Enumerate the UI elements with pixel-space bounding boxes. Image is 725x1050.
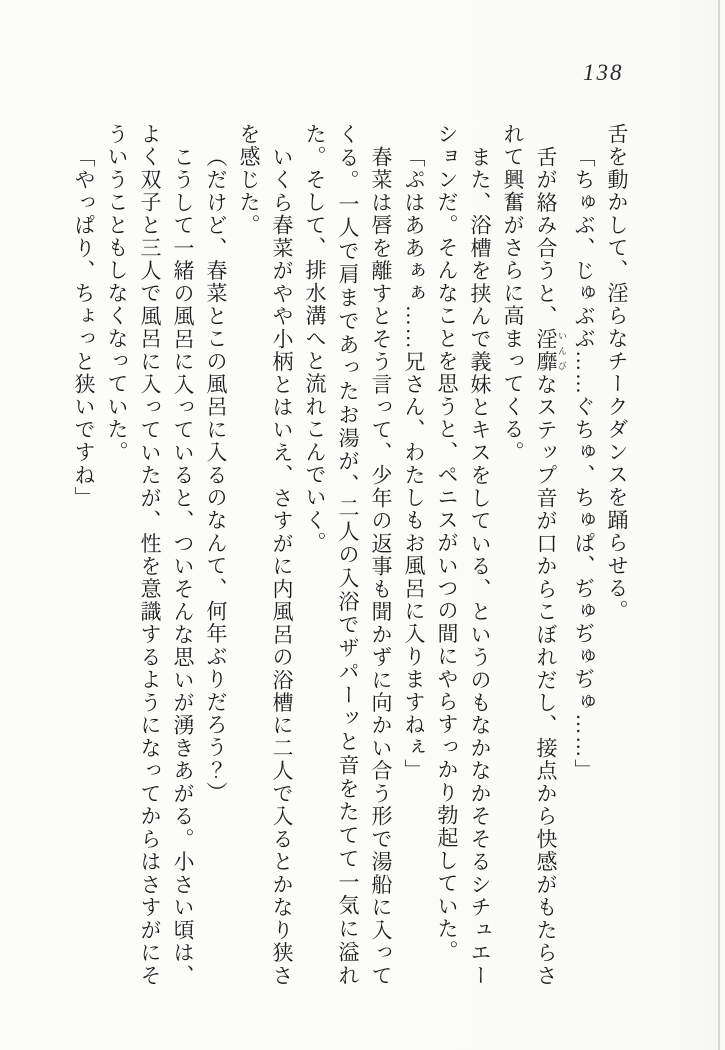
paragraph: こうして一緒の風呂に入っていると、ついそんな思いが湧きあがる。小さい頃は、よく双子と三人で風呂に入っていたが、性を意識するようになってからはさすがにそういうこともしなくなっていた。 [105,123,195,987]
paragraph: いくら春菜がやや小柄とはいえ、さすがに内風呂の浴槽に二人で入るとかなり狭さを感じた。 [237,123,294,987]
paragraph: 舌を動かして、淫らなチークダンスを踊らせる。 [605,123,629,623]
text-block [67,123,633,987]
paragraph: 「ぷはああぁぁ……兄さん、わたしもお風呂に入りますねぇ」 [402,146,426,782]
paragraph: 「やっぱり、ちょっと狭いですね」 [72,146,96,510]
page-number: 138 [583,60,624,85]
paragraph: また、浴槽を挟んで義妹とキスをしている、というのもなかなかそそるシチュエーションだ。そんなことを思うと、ペニスがいつの間にやらすっかり勃起していた。 [435,123,492,987]
paragraph: 春菜は唇を離すとそう言って、少年の返事も聞かずに向かい合う形で湯船に入ってくる。一人で肩まであったお湯が、二人の入浴でザパーッと音をたてて一気に溢れた。そして、排水溝へと流れこんでいく。 [303,123,393,987]
paragraph: 舌が絡み合うと、淫靡 いんびなステップ音が口からこぼれだし、接点から快感がもたらされて興奮がさらに高まってくる。 [501,123,567,987]
paragraph: 「ちゅぶ、じゅぶぶ……ぐちゅ、ちゅぱ、ぢゅぢゅぢゅ……」 [572,146,596,782]
furigana-annotation: 淫靡 いんび [534,327,567,374]
page-edge-line [718,0,720,1050]
paragraph: （だけど、春菜とこの風呂に入るのなんて、何年ぶりだろう？） [204,146,228,805]
